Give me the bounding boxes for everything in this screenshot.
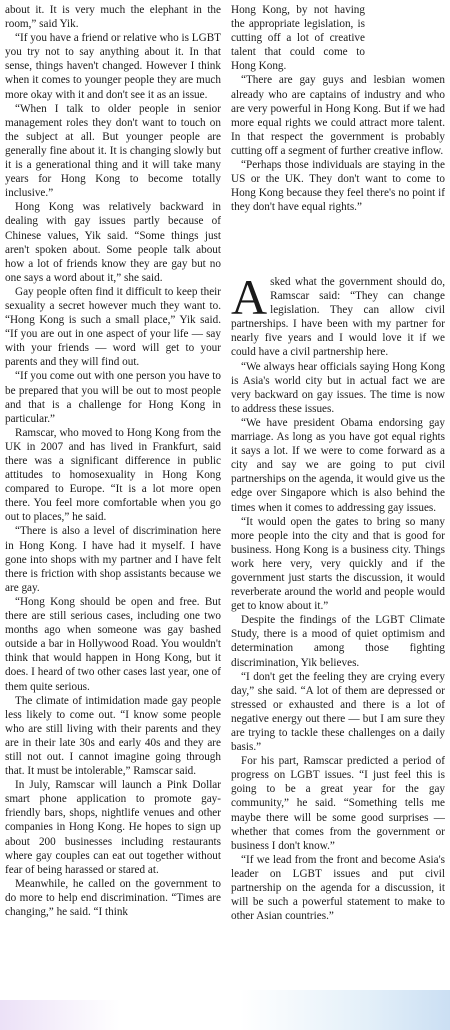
article-column-right [231, 3, 445, 1029]
paragraph: “If you have a friend or relative who is LGBT you try not to say anything about it. In that sense, things haven't changed. However I think when it comes to younger people they are much more okay with it and don't see it as an issue. [5, 32, 221, 101]
paragraph: about it. It is very much the elephant in the room,” said Yik. [5, 4, 221, 31]
paragraph: “We have president Obama endorsing gay marriage. As long as you have got equal rights it says a lot. If we were to come forward as a city and say we are going to put civil partnerships on the agenda, it would give us the edge over Singapore which is also behind the times when it comes to addressing gay issues. [231, 416, 445, 514]
paragraph: Hong Kong, by not having the appropriate legislation, is cutting off a lot of creative talent that could come to Hong Kong. [231, 4, 365, 73]
paragraph: Gay people often find it difficult to keep their sexuality a secret however much they want to. “Hong Kong is such a small place,” Yik said. “If you are out in one aspect of your life — say with your friends — word will get to your parents and they will find out. [5, 285, 221, 369]
paragraph: Ramscar, who moved to Hong Kong from the UK in 2007 and has lived in Frankfurt, said there was a significant difference in public attitudes to homosexuality in Hong Kong compared to Europe. “It is a lot more open there. You feel more comfortable when you go out to places,” he said. [5, 426, 221, 524]
paragraph: Meanwhile, he called on the government to do more to help end discrimination. “Times are changing,” he said. “I think [5, 877, 221, 918]
drop-cap: A [231, 275, 268, 325]
paragraph: “There is also a level of discrimination here in Hong Kong. I have had it myself. I have gone into shops with my partner and I have felt there is friction with shop assistants because we are gay. [5, 525, 221, 594]
paragraph: “There are gay guys and lesbian women already who are captains of industry and who are very powerful in Hong Kong. But if we had more equal rights we could attract more talent. In that respect the government is probably cutting off a segment of further creative inflow. [231, 74, 445, 157]
right-column-bottom [231, 275, 445, 1029]
paragraph: In July, Ramscar will launch a Pink Dollar smart phone application to promote gay-friendly bars, shops, nightlife venues and other companies in Hong Kong. He hopes to sign up about 200 businesses including restaurants where gay couples can eat out together without fear of being harassed or stared at. [5, 779, 221, 876]
paragraph: The climate of intimidation made gay people less likely to come out. “I know some people who are still living with their parents and they are in their late 30s and early 40s and they are still not out. I cannot imagine going through that. It must be intolerable,” Ramscar said. [5, 694, 221, 778]
article-column-left [5, 3, 221, 1029]
paragraph: “I don't get the feeling they are crying every day,” she said. “A lot of them are depressed or stressed or exhausted and there is a lot of negative energy out there — but I am sure they are trying to tackle these challenges on a daily basis.” [231, 670, 445, 754]
paragraph: “Hong Kong should be open and free. But there are still serious cases, including one two months ago when someone was gay bashed outside a bar in Hollywood Road. You wouldn't think that would happen in Hong Kong, but it does. I heard of two other cases last year, one of them quite serious. [5, 595, 221, 693]
paragraph: “When I talk to older people in senior management roles they don't want to touch on the subject at all. But younger people are generally fine about it. It is changing slowly but it is a generational thing and it will take many years for Hong Kong to become totally inclusive.” [5, 102, 221, 200]
paragraph-with-dropcap [231, 275, 445, 360]
dropcap-paragraph-text: sked what the government should do, Ramscar said: “They can change legislation. They can allow civil partnerships. I have been with my partner for nearly five years and I would love it if we could have a civil partnership here. [231, 276, 445, 359]
paragraph: “If we lead from the front and become Asia's leader on LGBT issues and put civil partnership on the agenda for a discussion, it will be such a powerful statement to make to other Asian countries.” [231, 853, 445, 923]
paragraph: “It would open the gates to bring so many more people into the city and that is good for business. Hong Kong is a business city. Things work here very, very quickly and if the government just starts the discussion, it would reverberate around the world and people would get to know about it.” [231, 515, 445, 613]
paragraph: “Perhaps those individuals are staying in the US or the UK. They don't want to come to Hong Kong because they feel there's no point if they don't have equal rights.” [231, 159, 445, 214]
paragraph: “We always hear officials saying Hong Kong is Asia's world city but in actual fact we are very backward on gay issues. The time is now to address these issues. [231, 360, 445, 415]
paragraph: “If you come out with one person you have to be prepared that you will be out to most people and that is a challenge for Hong Kong in particular.” [5, 370, 221, 425]
paragraph: For his part, Ramscar predicted a period of progress on LGBT issues. “I just feel this is going to be a great year for the gay community,” he said. “Something tells me maybe there will be some good surprises — whether that comes from the government or business I don't know.” [231, 755, 445, 852]
paragraph: Despite the findings of the LGBT Climate Study, there is a mood of quiet optimism and determination among those fighting discrimination, Yik believes. [231, 614, 445, 669]
paragraph: Hong Kong was relatively backward in dealing with gay issues partly because of Chinese values, Yik said. “Some things just aren't spoken about. Some people talk about how a lot of friends know they are gay but no one says a word about it,” she said. [5, 201, 221, 284]
right-column-top [231, 3, 445, 265]
